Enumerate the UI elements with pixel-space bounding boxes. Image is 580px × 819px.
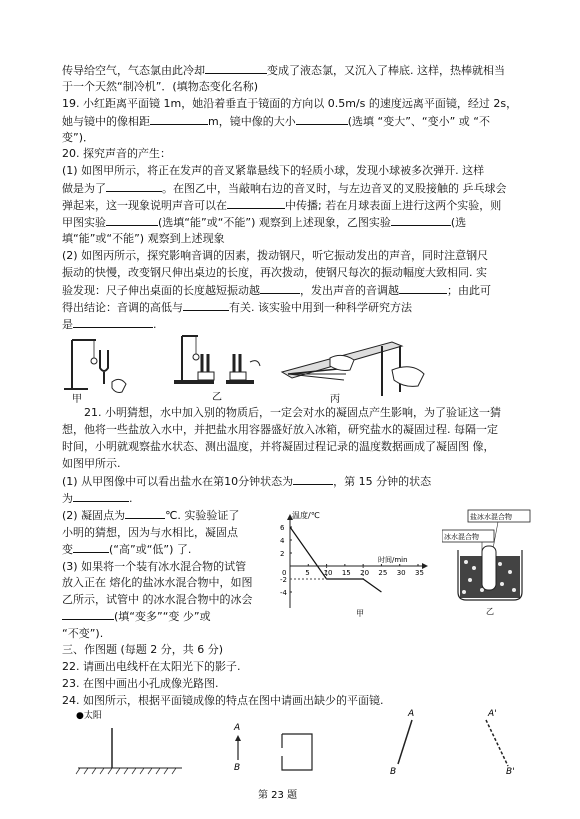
answer-blank[interactable] [73, 490, 129, 502]
text-line: 想，他将一些盐放入水中，并把盐水用容器盛好放入冰箱，研究盐水的凝固过程. 每隔一定 [62, 423, 498, 436]
sun-label: ●太阳 [76, 711, 102, 721]
y-tick-label: 6 [280, 524, 285, 532]
label-salt-ice-mixture: 盐冰水混合物 [470, 513, 512, 521]
text-line [62, 180, 532, 198]
answer-blank[interactable] [73, 316, 153, 328]
text-span: 为 [62, 492, 73, 505]
y-axis-label: 温度/℃ [292, 511, 320, 520]
figure-yi [174, 336, 260, 403]
y-tick-label: -4 [280, 589, 287, 597]
text-span: (2) 凝固点为 [62, 509, 126, 522]
answer-blank[interactable] [260, 282, 300, 294]
text-span: 传导给空气，气态氯由此冷却 [62, 64, 205, 77]
text-span: 。在图乙中，当敲响右边的音叉时，与左边音叉的叉股接触的 乒乓球会 [162, 182, 507, 195]
figure-jia [64, 340, 126, 404]
x-tick-label: 35 [415, 569, 424, 577]
text-line [62, 197, 532, 215]
object-ab [398, 720, 412, 764]
text-span: 变 [62, 543, 73, 556]
question-19: 19. 小红距离平面镜 1m，她沿着垂直于镜面的方向以 0.5m/s 的速度远离平面镜，经过 2s， [62, 97, 518, 110]
y-tick-label: -2 [280, 576, 287, 584]
text-span: (填“变多”“变 少”或 [114, 610, 211, 623]
text-span: 验发现：尺子伸出桌面的长度越短振动越 [62, 284, 260, 297]
text-line [62, 608, 272, 626]
text-line: “不变”). [62, 626, 104, 640]
question-21-left-column [62, 507, 272, 642]
figure-bing [282, 342, 424, 404]
mirror-point-b-label: B [390, 767, 397, 777]
pinhole-box [282, 734, 312, 770]
mirror-point-a-label: A [408, 709, 415, 719]
text-span: (选填 “变大”、“变小” 或 “不 [347, 115, 490, 128]
text-line: 填“能”或“不能”) 观察到上述现象 [62, 232, 225, 245]
x-tick-label: 5 [305, 569, 310, 577]
answer-blank[interactable] [62, 608, 114, 620]
question-22: 22. 请画出电线杆在太阳光下的影子. [62, 660, 241, 673]
text-line [62, 507, 272, 525]
text-span: m，镜中像的大小 [208, 115, 296, 128]
text-span: 有关. 该实验中用到一种科学研究方法 [229, 301, 412, 314]
answer-blank[interactable] [106, 180, 162, 192]
text-span: 她与镜中的像相距 [62, 115, 150, 128]
x-tick-label: 0 [282, 569, 287, 577]
text-line [62, 473, 532, 491]
text-line: 小明的猜想，因为与水相比，凝固点 [62, 525, 238, 539]
question-20: 20. 探究声音的产生： [62, 147, 171, 160]
text-line [62, 299, 532, 317]
text-line: (2) 如图丙所示，探究影响音调的因素，拨动钢尺，听它振动发出的声音，同时注意钢尺 [62, 249, 489, 262]
text-span: ，第 15 分钟的状态 [333, 475, 432, 488]
section-title: 三、作图题 (每题 2 分，共 6 分) [62, 643, 224, 656]
text-span: (选 [450, 216, 467, 229]
answer-blank[interactable] [125, 507, 165, 519]
solidification-graph [278, 508, 433, 618]
text-line [62, 282, 532, 300]
text-span: 变成了液态氯，又沉入了棒底. 这样，热棒就相当 [267, 64, 505, 77]
text-line: 乙所示，试管中 的冰水混合物中的冰会 [62, 592, 253, 606]
text-span: 中传播; 若在月球表面上进行这两个实验，则 [285, 199, 502, 212]
text-line: 变”)． [62, 131, 94, 144]
text-span: ，发出声音的音调越 [300, 284, 399, 297]
text-span: ℃. 实验验证了 [165, 509, 240, 522]
drawing-figures [62, 708, 532, 808]
text-span: 是 [62, 318, 73, 331]
question-23: 23. 在图中画出小孔成像光路图. [62, 677, 219, 690]
text-span: 弹起来，这一现象说明声音可以在 [62, 199, 227, 212]
sound-experiment-figures [62, 332, 532, 404]
text-span: (“高”或“低”) 了. [109, 543, 192, 556]
point-a-label: A [234, 723, 241, 733]
text-line [62, 62, 532, 80]
answer-blank[interactable] [293, 473, 333, 485]
question-21: 21. 小明猜想，水中加入别的物质后，一定会对水的凝固点产生影响，为了验证这一猜 [84, 406, 501, 419]
answer-blank[interactable] [205, 62, 267, 74]
point-b-label: B [234, 763, 241, 773]
answer-blank[interactable] [150, 113, 208, 125]
text-line: 时间，小明就观察盐水状态、测出温度，并将凝固过程记录的温度数据画成了凝固图 像， [62, 440, 495, 453]
text-line [62, 113, 532, 131]
x-axis-label: 时间/min [378, 556, 408, 564]
x-tick-label: 10 [323, 569, 333, 577]
text-line: 为 . [62, 492, 133, 505]
text-line [62, 214, 532, 232]
graph-label-yi: 乙 [486, 607, 494, 616]
y-tick-label: 2 [280, 550, 285, 558]
text-line: (3) 如果将一个装有冰水混合物的试管 [62, 559, 247, 573]
text-line: 于一个天然“制冷机”．(填物态变化名称) [62, 80, 258, 93]
answer-blank[interactable] [391, 214, 451, 226]
caption-23: 第 23 题 [258, 790, 298, 801]
ground-hatch [76, 768, 176, 774]
beaker-figure [442, 508, 532, 618]
text-line: 如图甲所示. [62, 457, 121, 470]
image-point-b-label: B' [506, 767, 515, 777]
text-span: 甲图实验 [62, 216, 106, 229]
x-tick-label: 15 [341, 569, 351, 577]
text-line: (1) 如图甲所示，将正在发声的音叉紧靠悬线下的轻质小球，发现小球被多次弹开. 这样 [62, 164, 485, 177]
figure-label-yi: 乙 [212, 392, 222, 403]
text-line: 是 . [62, 318, 157, 331]
test-tube [482, 546, 496, 590]
text-span: 做是为了 [62, 182, 106, 195]
x-tick-label: 30 [396, 569, 406, 577]
x-tick-label: 25 [378, 569, 388, 577]
text-line: 振动的快慢，改变钢尺伸出桌边的长度，再次拨动，使钢尺每次的振动幅度大致相同. 实 [62, 266, 487, 279]
y-tick-label: 4 [280, 537, 285, 545]
answer-blank[interactable] [73, 541, 109, 553]
figure-label-bing: 丙 [330, 394, 340, 404]
text-span: (选填“能”或“不能”) 观察到上述现象，乙图实验 [158, 216, 391, 229]
image-point-a-label: A' [488, 709, 497, 719]
text-line [62, 541, 272, 559]
text-span: (1) 从甲图像中可以看出盐水在第10分钟状态为 [62, 475, 294, 488]
text-line: 放入正在 熔化的盐冰水混合物中，如图 [62, 576, 253, 589]
label-ice-water-mixture: 冰水混合物 [444, 533, 479, 541]
temperature-line [290, 527, 381, 592]
answer-blank[interactable] [183, 299, 229, 311]
text-span: ；由此可 [447, 284, 491, 297]
image-ab [486, 720, 508, 766]
figure-label-jia: 甲 [72, 394, 82, 404]
answer-blank[interactable] [106, 214, 158, 226]
question-24: 24. 如图所示，根据平面镜成像的特点在图中请画出缺少的平面镜. [62, 694, 384, 707]
answer-blank[interactable] [227, 197, 285, 209]
x-tick-label: 20 [360, 569, 370, 577]
graph-label-jia: 甲 [356, 609, 364, 618]
answer-blank[interactable] [399, 282, 447, 294]
answer-blank[interactable] [296, 113, 348, 125]
text-span: 得出结论：音调的高低与 [62, 301, 183, 314]
